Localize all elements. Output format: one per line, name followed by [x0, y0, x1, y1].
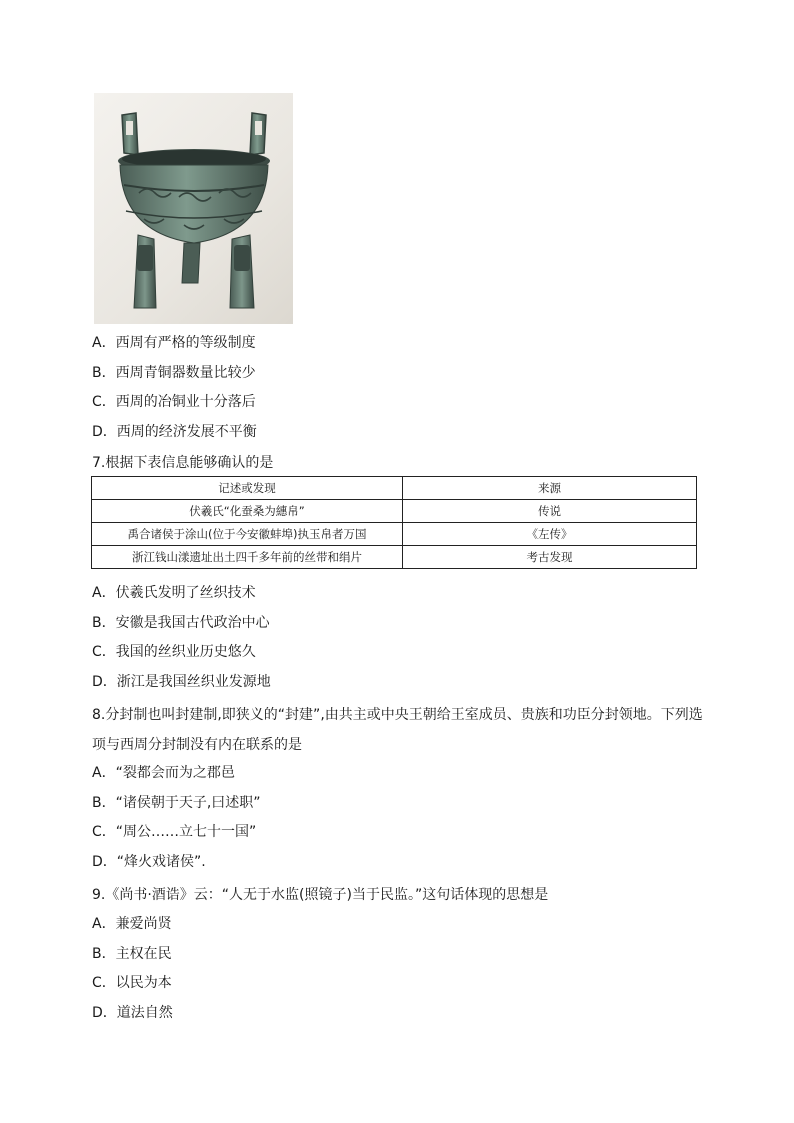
- bronze-ding-image: [94, 93, 293, 324]
- q9-option-b: B．主权在民: [92, 946, 172, 962]
- q7-info-table: [91, 476, 697, 569]
- q8-option-a: A．“裂都会而为之郡邑: [92, 765, 235, 781]
- table-cell: 浙江钱山漾遗址出土四千多年前的丝带和绢片: [92, 546, 403, 569]
- table-cell: 传说: [403, 500, 697, 523]
- table-cell: 禹合诸侯于涂山(位于今安徽蚌埠)执玉帛者万国: [92, 523, 403, 546]
- q8-option-d: D．“烽火戏诸侯”.: [92, 854, 206, 870]
- table-row: [92, 500, 697, 523]
- bronze-ding-drawing: [94, 93, 293, 324]
- table-row: [92, 546, 697, 569]
- q8-option-c: C．“周公……立七十一国”: [92, 824, 257, 840]
- q6-option-a: A．西周有严格的等级制度: [92, 335, 256, 351]
- q8-option-b: B．“诸侯朝于天子,曰述职”: [92, 795, 261, 811]
- q6-option-c: C．西周的冶铜业十分落后: [92, 394, 256, 410]
- table-cell: 伏羲氏“化蚕桑为繐帛”: [92, 500, 403, 523]
- table-header-row: [92, 477, 697, 500]
- q9-option-d: D．道法自然: [92, 1005, 173, 1021]
- q6-option-b: B．西周青铜器数量比较少: [92, 365, 256, 381]
- q7-option-a: A．伏羲氏发明了丝织技术: [92, 585, 256, 601]
- q9-option-c: C．以民为本: [92, 975, 172, 991]
- table-row: [92, 523, 697, 546]
- table-cell: 考古发现: [403, 546, 697, 569]
- q7-option-d: D．浙江是我国丝织业发源地: [92, 674, 271, 690]
- table-header-cell: 记述或发现: [92, 477, 403, 500]
- table-cell: 《左传》: [403, 523, 697, 546]
- q8-stem-line2: 项与西周分封制没有内在联系的是: [92, 737, 302, 753]
- q7-option-c: C．我国的丝织业历史悠久: [92, 644, 256, 660]
- q6-option-d: D．西周的经济发展不平衡: [92, 424, 257, 440]
- table-header-cell: 来源: [403, 477, 697, 500]
- q9-option-a: A．兼爱尚贤: [92, 916, 172, 932]
- q8-stem-line1: 8.分封制也叫封建制,即狭义的“封建”,由共主或中央王朝给王室成员、贵族和功臣分封领地。下列选: [92, 707, 703, 723]
- q7-option-b: B．安徽是我国古代政治中心: [92, 615, 270, 631]
- q7-stem: 7.根据下表信息能够确认的是: [92, 455, 274, 471]
- q9-stem: 9.《尚书·酒诰》云：“人无于水监(照镜子)当于民监。”这句话体现的思想是: [92, 887, 549, 903]
